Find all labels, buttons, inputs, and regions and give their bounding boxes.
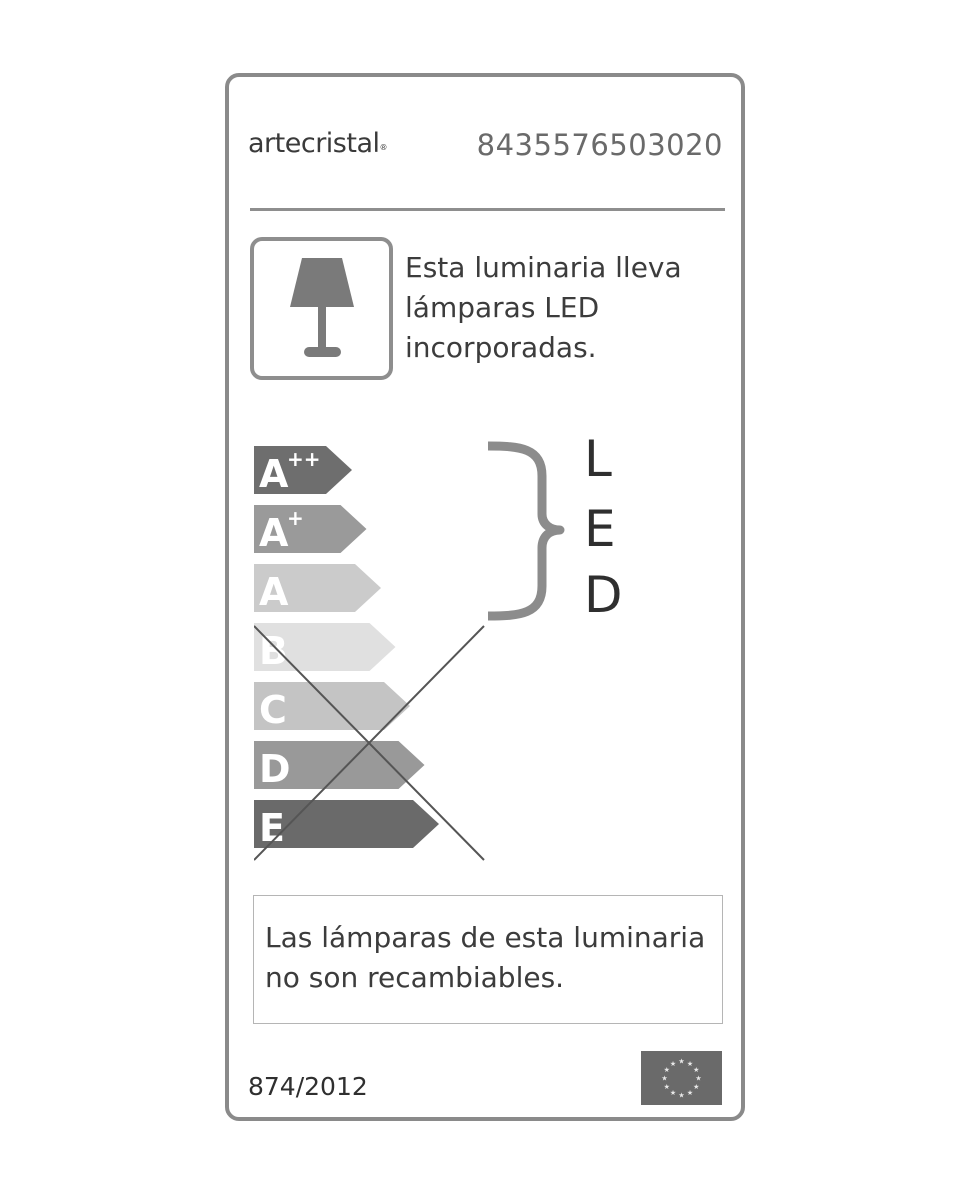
energy-class-arrow-a	[254, 564, 381, 614]
energy-class-letter: A	[259, 452, 289, 496]
energy-class-arrow-d	[254, 741, 425, 791]
intro-text	[405, 248, 735, 368]
eu-star-icon: ★	[669, 1089, 677, 1098]
eu-star-icon: ★	[663, 1083, 670, 1091]
eu-flag-icon	[641, 1051, 722, 1105]
regulation-number: 874/2012	[248, 1072, 368, 1101]
brand-registered-mark: ®	[379, 143, 387, 152]
header-divider	[250, 208, 725, 211]
ean-code: 8435576503020	[476, 128, 723, 162]
notice-text	[265, 918, 720, 998]
eu-star-icon: ★	[678, 1091, 685, 1100]
eu-flag-graphic	[641, 1051, 722, 1105]
energy-class-superscript: ++	[287, 447, 321, 471]
eu-star-icon: ★	[695, 1074, 702, 1083]
energy-class-letter: C	[259, 688, 287, 732]
intro-line: incorporadas.	[405, 331, 597, 364]
intro-line: Esta luminaria lleva	[405, 251, 682, 284]
energy-class-letter: A	[259, 570, 289, 614]
eu-star-icon: ★	[686, 1059, 694, 1068]
energy-class-arrow-e	[254, 800, 439, 850]
brand-logo	[248, 128, 387, 159]
energy-class-arrow-aplusplus	[254, 446, 352, 496]
curly-brace-icon	[480, 436, 570, 626]
notice-line: Las lámparas de esta luminaria	[265, 921, 706, 954]
energy-scale-graphic	[254, 446, 494, 866]
energy-class-letter: D	[259, 747, 291, 791]
eu-star-icon: ★	[678, 1057, 685, 1066]
energy-class-arrow-aplus	[254, 505, 367, 555]
table-lamp-icon	[254, 241, 389, 376]
energy-class-letter: A	[259, 511, 289, 555]
energy-class-letter: E	[259, 806, 285, 850]
notice-line: no son recambiables.	[265, 961, 565, 994]
eu-star-icon: ★	[693, 1066, 700, 1074]
led-letter: L	[584, 430, 612, 488]
eu-star-icon: ★	[663, 1066, 670, 1074]
eu-star-icon: ★	[661, 1074, 668, 1083]
eu-star-icon: ★	[669, 1059, 677, 1068]
eu-star-icon: ★	[686, 1089, 694, 1098]
energy-class-superscript: +	[287, 506, 304, 530]
energy-class-letter: B	[259, 629, 288, 673]
led-letter: E	[584, 500, 616, 558]
lamp-icon-box	[250, 237, 393, 380]
intro-line: lámparas LED	[405, 291, 600, 324]
brand-name: artecristal	[248, 128, 380, 159]
eu-star-icon: ★	[693, 1083, 700, 1091]
energy-class-scale	[254, 446, 494, 866]
led-letter: D	[584, 566, 623, 624]
